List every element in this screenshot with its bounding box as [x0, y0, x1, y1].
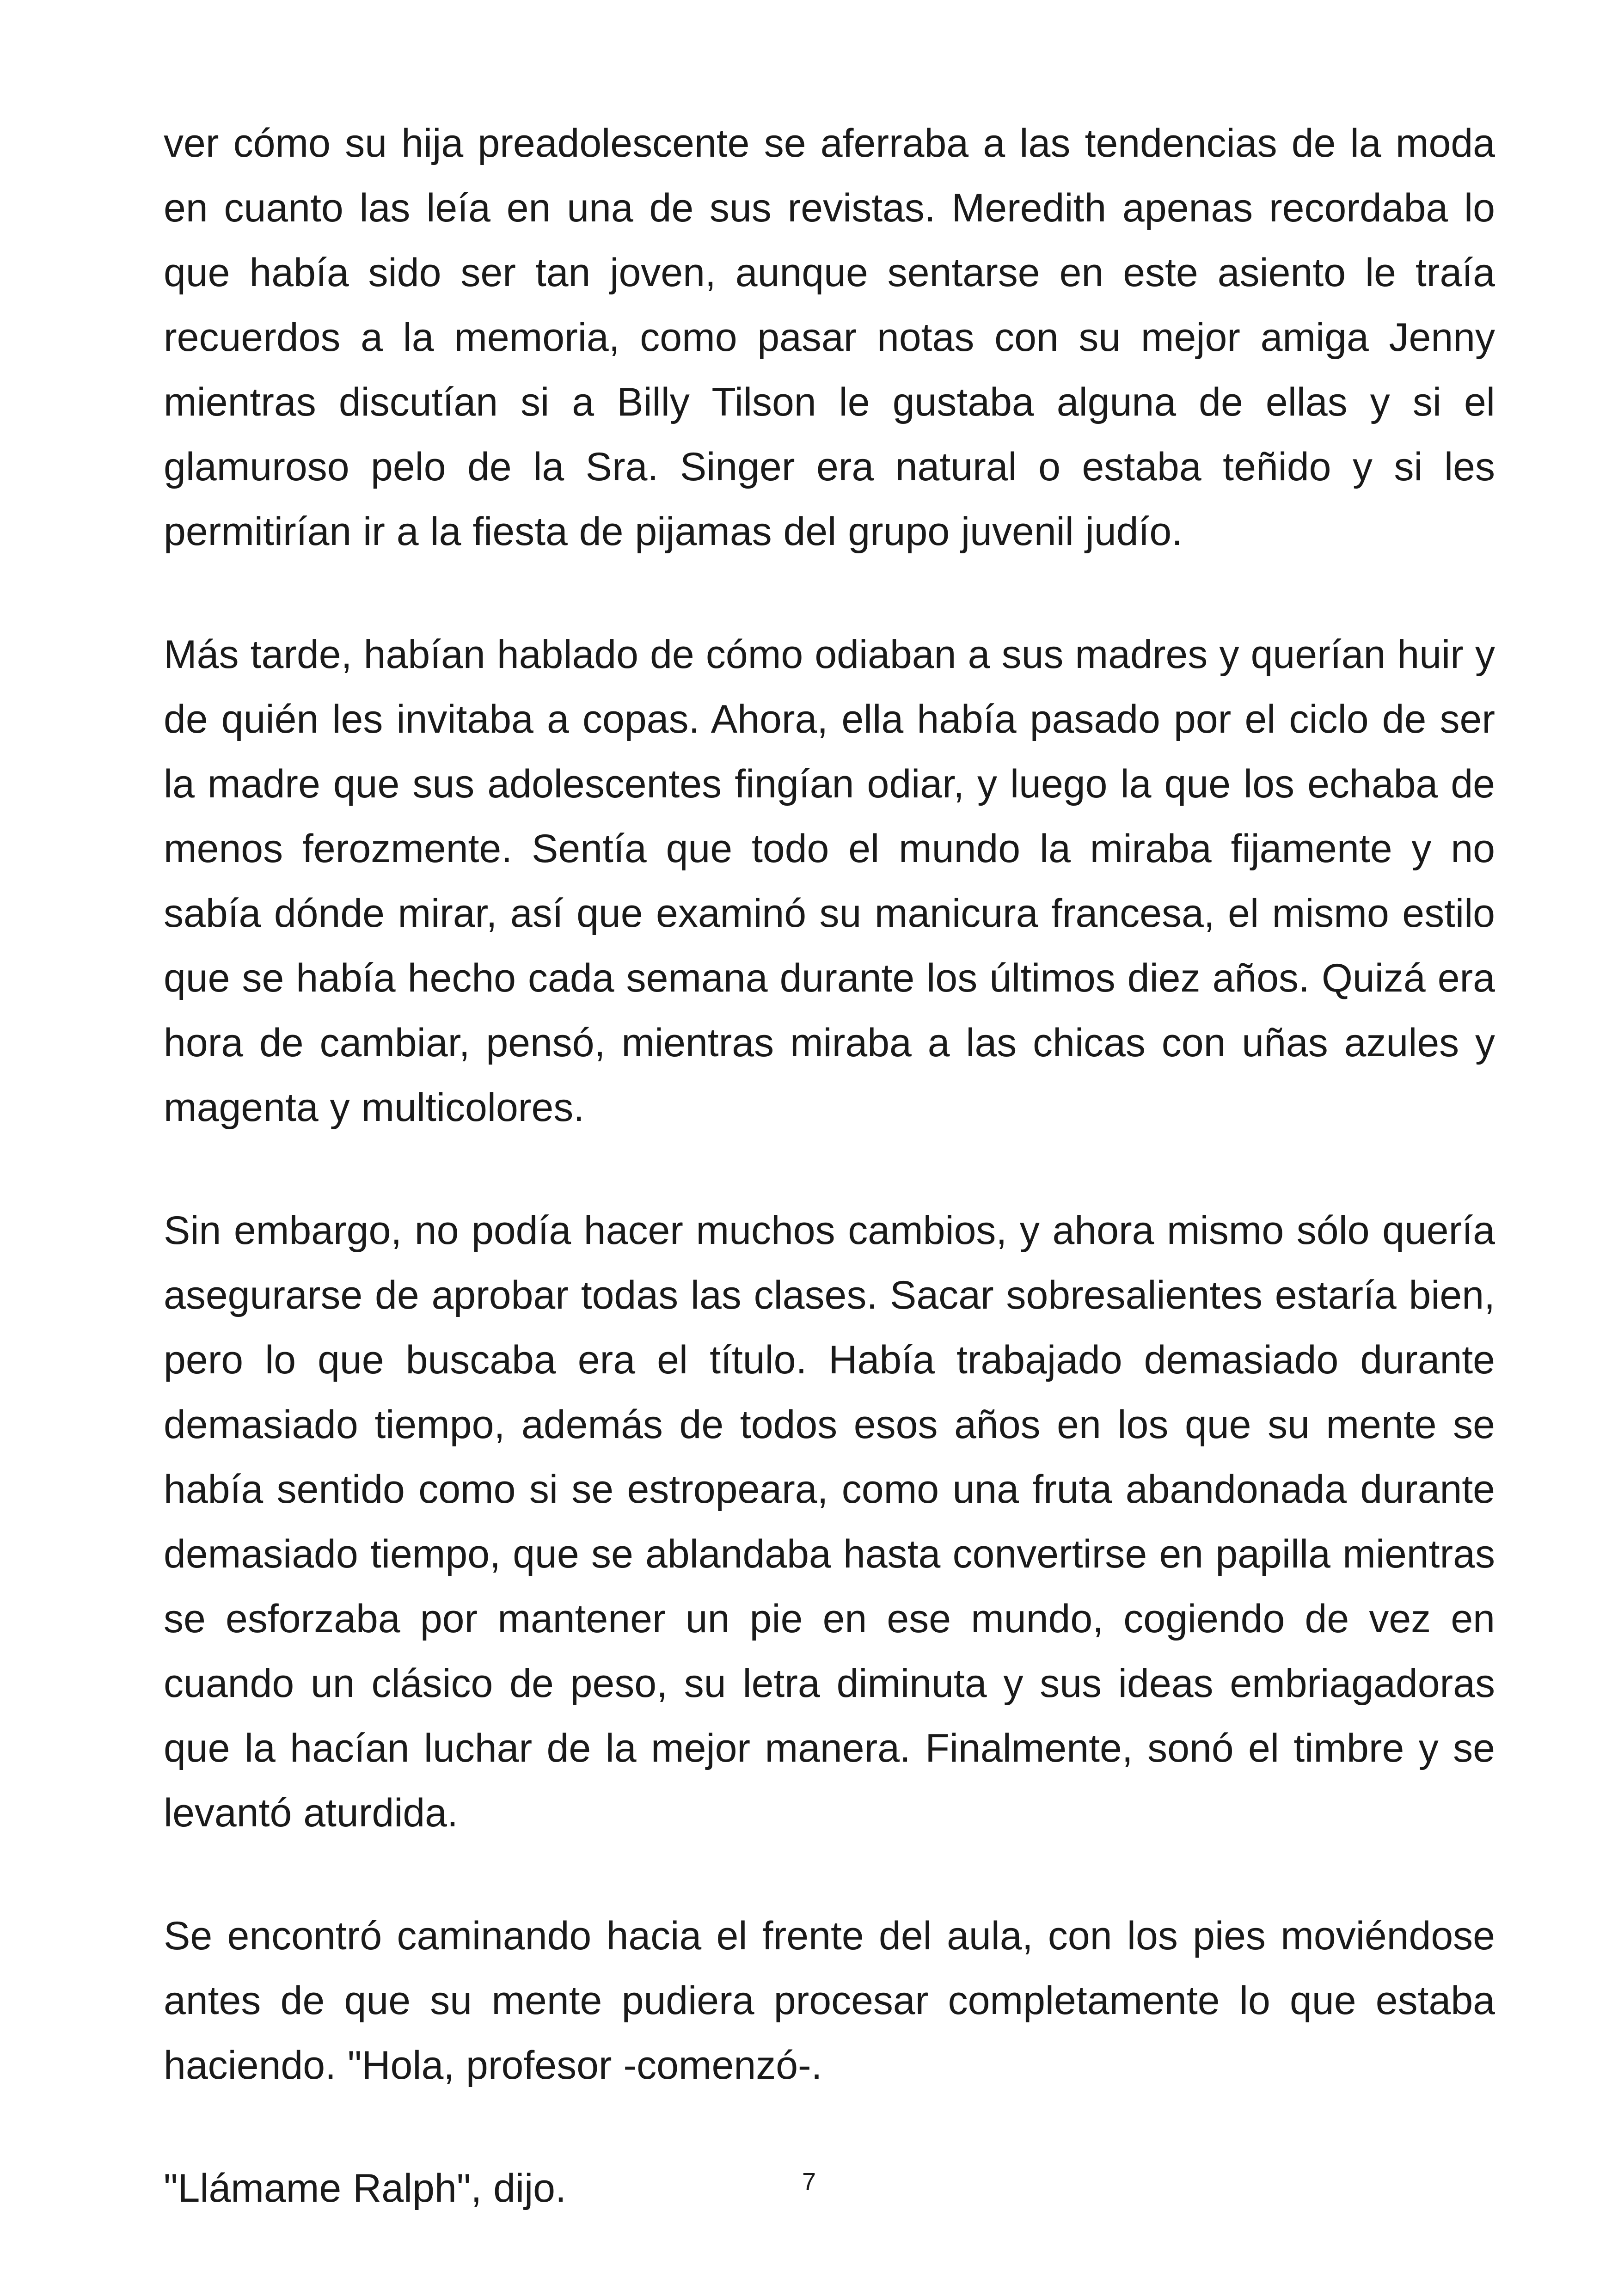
page-number: 7 — [802, 2168, 816, 2196]
paragraph-2: Más tarde, habían hablado de cómo odiaban a sus madres y querían huir y de quién les invitaba a copas. Ahora, ella había pasado por el ciclo de ser la madre que sus adolescentes fingían odiar, y luego la que los echaba de menos ferozmente. Sentía que todo el mundo la miraba fijamente y no sabía dónde mirar, así que examinó su manicura francesa, el mismo estilo que se había hecho cada semana durante los últimos diez años. Quizá era hora de cambiar, pensó, mientras miraba a las chicas con uñas azules y magenta y multicolores. — [164, 632, 1495, 1130]
page-body — [164, 111, 1495, 2221]
paragraph-5: "Llámame Ralph", dijo. — [164, 2166, 566, 2210]
paragraph-3: Sin embargo, no podía hacer muchos cambios, y ahora mismo sólo quería asegurarse de aprobar todas las clases. Sacar sobresalientes estaría bien, pero lo que buscaba era el título. Había trabajado demasiado durante demasiado tiempo, además de todos esos años en los que su mente se había sentido como si se estropeara, como una fruta abandonada durante demasiado tiempo, que se ablandaba hasta convertirse en papilla mientras se esforzaba por mantener un pie en ese mundo, cogiendo de vez en cuando un clásico de peso, su letra diminuta y sus ideas embriagadoras que la hacían luchar de la mejor manera. Finalmente, sonó el timbre y se levantó aturdida. — [164, 1208, 1495, 1835]
paragraph-4: Se encontró caminando hacia el frente del aula, con los pies moviéndose antes de que su mente pudiera procesar completamente lo que estaba haciendo. "Hola, profesor -comenzó-. — [164, 1914, 1495, 2088]
paragraph-1: ver cómo su hija preadolescente se aferraba a las tendencias de la moda en cuanto las leía en una de sus revistas. Meredith apenas recordaba lo que había sido ser tan joven, aunque sentarse en este asiento le traía recuerdos a la memoria, como pasar notas con su mejor amiga Jenny mientras discutían si a Billy Tilson le gustaba alguna de ellas y si el glamuroso pelo de la Sra. Singer era natural o estaba teñido y si les permitirían ir a la fiesta de pijamas del grupo juvenil judío. — [164, 121, 1495, 554]
